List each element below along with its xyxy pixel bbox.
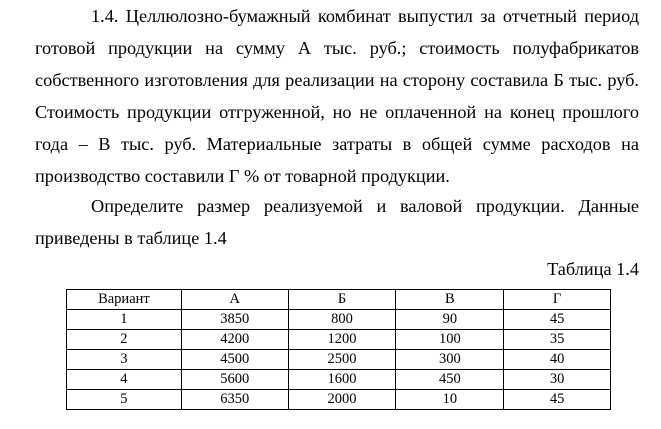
task-instruction-paragraph: Определите размер реализуемой и валовой продукции. Данные приведены в таблице 1.4 (35, 196, 639, 248)
table-cell: 1200 (288, 330, 396, 350)
table-cell: 2000 (288, 390, 396, 410)
table-row (67, 370, 611, 390)
table-cell: 5600 (181, 370, 288, 390)
table-row (67, 390, 611, 410)
table-cell: 3850 (181, 310, 288, 330)
column-header-b: Б (288, 290, 396, 310)
column-header-a: А (181, 290, 288, 310)
table-cell: 1 (67, 310, 182, 330)
table-cell: 300 (396, 350, 504, 370)
column-header-g: Г (504, 290, 611, 310)
table-cell: 1600 (288, 370, 396, 390)
table-cell: 4 (67, 370, 182, 390)
table-cell: 450 (396, 370, 504, 390)
table-cell: 3 (67, 350, 182, 370)
table-cell: 5 (67, 390, 182, 410)
data-table (66, 289, 611, 410)
problem-statement-paragraph: 1.4. Целлюлозно-бумажный комбинат выпустил за отчетный период готовой продукции на сумму А тыс. руб.; стоимость полуфабрикатов собственного изготовления для реализации на сторону составила Б тыс. руб. Стоимость продукции отгруженной, но не оплаченной на конец прошлого года – В тыс. руб. Материальные затраты в общей сумме расходов на производство составили Г % от товарной продукции. (35, 6, 639, 186)
table-cell: 90 (396, 310, 504, 330)
table-cell: 40 (504, 350, 611, 370)
table-cell: 2 (67, 330, 182, 350)
table-cell: 30 (504, 370, 611, 390)
table-cell: 4500 (181, 350, 288, 370)
table-row (67, 350, 611, 370)
table-cell: 45 (504, 390, 611, 410)
table-cell: 800 (288, 310, 396, 330)
table-cell: 35 (504, 330, 611, 350)
column-header-variant: Вариант (67, 290, 182, 310)
table-cell: 10 (396, 390, 504, 410)
table-caption: Таблица 1.4 (547, 259, 639, 279)
column-header-v: В (396, 290, 504, 310)
table-cell: 6350 (181, 390, 288, 410)
table-cell: 100 (396, 330, 504, 350)
table-header-row (67, 290, 611, 310)
table-cell: 2500 (288, 350, 396, 370)
table-cell: 45 (504, 310, 611, 330)
table-cell: 4200 (181, 330, 288, 350)
table-row (67, 330, 611, 350)
table-row (67, 310, 611, 330)
